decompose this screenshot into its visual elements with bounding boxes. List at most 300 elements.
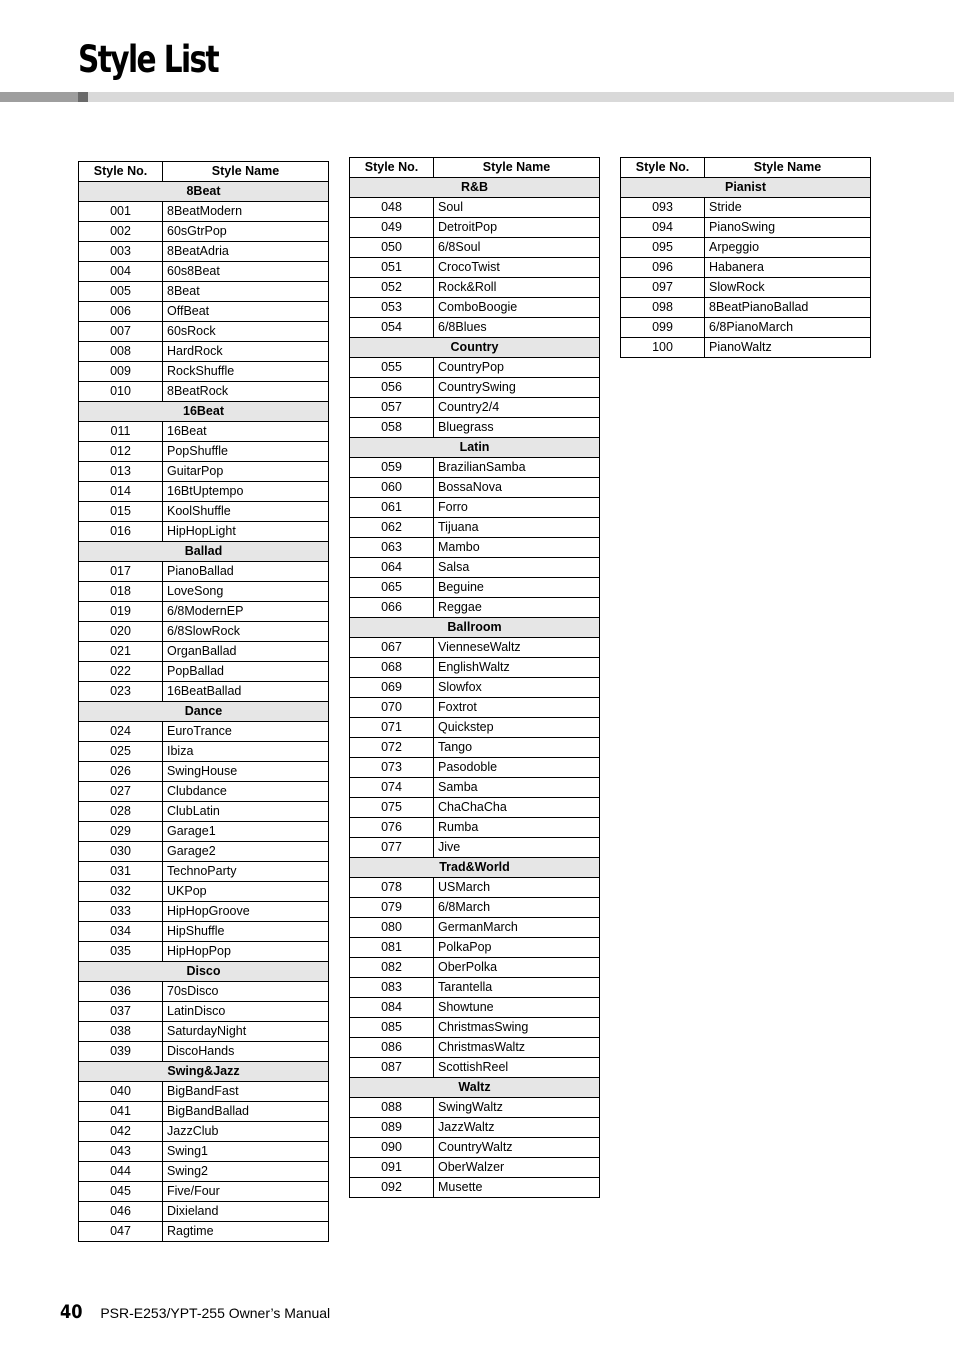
table-row (350, 1098, 600, 1118)
style-name: PopBallad (163, 662, 329, 682)
style-name: RockShuffle (163, 362, 329, 382)
style-number: 097 (621, 278, 705, 298)
header-style-no: Style No. (621, 158, 705, 178)
table-row (350, 398, 600, 418)
table-row (79, 842, 329, 862)
table-row (350, 918, 600, 938)
style-number: 071 (350, 718, 434, 738)
style-number: 067 (350, 638, 434, 658)
category-row (79, 962, 329, 982)
style-name: 16BeatBallad (163, 682, 329, 702)
category-name: 16Beat (79, 402, 329, 422)
style-number: 100 (621, 338, 705, 358)
table-row (79, 602, 329, 622)
table-row (350, 998, 600, 1018)
style-name: 60s8Beat (163, 262, 329, 282)
style-table (78, 161, 329, 1242)
style-name: PianoSwing (705, 218, 871, 238)
style-number: 094 (621, 218, 705, 238)
style-name: 6/8Blues (434, 318, 600, 338)
category-name: Dance (79, 702, 329, 722)
style-number: 021 (79, 642, 163, 662)
style-number: 023 (79, 682, 163, 702)
style-number: 079 (350, 898, 434, 918)
table-row (79, 882, 329, 902)
table-row (79, 642, 329, 662)
style-number: 064 (350, 558, 434, 578)
style-number: 013 (79, 462, 163, 482)
style-number: 062 (350, 518, 434, 538)
style-name: KoolShuffle (163, 502, 329, 522)
header-row (621, 158, 871, 178)
style-number: 007 (79, 322, 163, 342)
style-number: 089 (350, 1118, 434, 1138)
style-number: 043 (79, 1142, 163, 1162)
style-number: 031 (79, 862, 163, 882)
style-name: SaturdayNight (163, 1022, 329, 1042)
style-name: OberWalzer (434, 1158, 600, 1178)
style-name: ClubLatin (163, 802, 329, 822)
style-name: ChristmasSwing (434, 1018, 600, 1038)
style-name: OffBeat (163, 302, 329, 322)
style-name: Stride (705, 198, 871, 218)
title-rule (0, 92, 954, 102)
title-rule-block (78, 92, 88, 102)
style-number: 033 (79, 902, 163, 922)
style-number: 015 (79, 502, 163, 522)
style-table (620, 157, 871, 358)
table-row (79, 902, 329, 922)
table-row (79, 262, 329, 282)
table-row (621, 238, 871, 258)
style-number: 009 (79, 362, 163, 382)
style-name: 8BeatPianoBallad (705, 298, 871, 318)
style-name: Reggae (434, 598, 600, 618)
style-name: PianoWaltz (705, 338, 871, 358)
style-number: 046 (79, 1202, 163, 1222)
category-name: Latin (350, 438, 600, 458)
style-name: 6/8March (434, 898, 600, 918)
style-number: 001 (79, 202, 163, 222)
table-header (621, 158, 871, 178)
table-row (621, 298, 871, 318)
table-row (350, 418, 600, 438)
style-number: 083 (350, 978, 434, 998)
header-style-name: Style Name (705, 158, 871, 178)
table-header (350, 158, 600, 178)
style-number: 060 (350, 478, 434, 498)
style-number: 042 (79, 1122, 163, 1142)
style-name: 6/8SlowRock (163, 622, 329, 642)
style-number: 028 (79, 802, 163, 822)
style-number: 025 (79, 742, 163, 762)
category-row (79, 1062, 329, 1082)
header-style-name: Style Name (434, 158, 600, 178)
style-number: 040 (79, 1082, 163, 1102)
table-header (79, 162, 329, 182)
style-number: 069 (350, 678, 434, 698)
table-row (79, 442, 329, 462)
style-name: Ibiza (163, 742, 329, 762)
style-number: 006 (79, 302, 163, 322)
table-row (350, 898, 600, 918)
style-name: CountrySwing (434, 378, 600, 398)
style-name: JazzClub (163, 1122, 329, 1142)
table-row (79, 1082, 329, 1102)
table-row (79, 682, 329, 702)
table-row (350, 778, 600, 798)
table-row (350, 458, 600, 478)
header-row (79, 162, 329, 182)
style-number: 016 (79, 522, 163, 542)
style-number: 004 (79, 262, 163, 282)
table-row (621, 338, 871, 358)
category-name: Trad&World (350, 858, 600, 878)
style-name: Musette (434, 1178, 600, 1198)
title-rule-dark-segment (0, 92, 78, 102)
table-row (79, 582, 329, 602)
style-number: 008 (79, 342, 163, 362)
table-row (621, 198, 871, 218)
style-name: OberPolka (434, 958, 600, 978)
table-body (621, 178, 871, 358)
table-row (79, 1162, 329, 1182)
category-row (350, 438, 600, 458)
category-name: Waltz (350, 1078, 600, 1098)
category-row (350, 338, 600, 358)
style-number: 049 (350, 218, 434, 238)
table-row (79, 422, 329, 442)
style-name: Country2/4 (434, 398, 600, 418)
style-number: 072 (350, 738, 434, 758)
table-row (79, 342, 329, 362)
style-name: CountryPop (434, 358, 600, 378)
style-name: Swing2 (163, 1162, 329, 1182)
table-body (350, 178, 600, 1198)
style-number: 059 (350, 458, 434, 478)
table-row (79, 1142, 329, 1162)
style-name: OrganBallad (163, 642, 329, 662)
table-row (350, 598, 600, 618)
table-row (621, 318, 871, 338)
table-row (79, 1102, 329, 1122)
style-number: 039 (79, 1042, 163, 1062)
style-number: 099 (621, 318, 705, 338)
style-name: BossaNova (434, 478, 600, 498)
category-name: Disco (79, 962, 329, 982)
category-row (79, 542, 329, 562)
table-row (350, 358, 600, 378)
style-name: VienneseWaltz (434, 638, 600, 658)
category-row (350, 858, 600, 878)
table-row (79, 382, 329, 402)
manual-name: PSR-E253/YPT-255 Owner’s Manual (100, 1305, 331, 1321)
table-row (79, 922, 329, 942)
style-number: 014 (79, 482, 163, 502)
style-name: 16Beat (163, 422, 329, 442)
table-row (79, 1002, 329, 1022)
style-name: Clubdance (163, 782, 329, 802)
style-name: LoveSong (163, 582, 329, 602)
category-name: R&B (350, 178, 600, 198)
table-row (79, 322, 329, 342)
style-name: 6/8PianoMarch (705, 318, 871, 338)
style-name: 8BeatModern (163, 202, 329, 222)
style-name: Tango (434, 738, 600, 758)
style-number: 096 (621, 258, 705, 278)
style-number: 038 (79, 1022, 163, 1042)
table-row (79, 1042, 329, 1062)
style-number: 020 (79, 622, 163, 642)
style-number: 058 (350, 418, 434, 438)
table-row (350, 1038, 600, 1058)
table-row (350, 838, 600, 858)
category-name: Ballroom (350, 618, 600, 638)
style-number: 061 (350, 498, 434, 518)
style-name: Tijuana (434, 518, 600, 538)
table-row (79, 762, 329, 782)
style-name: Arpeggio (705, 238, 871, 258)
style-name: ScottishReel (434, 1058, 600, 1078)
style-number: 056 (350, 378, 434, 398)
table-row (350, 1158, 600, 1178)
page-footer (60, 1300, 330, 1325)
table-row (79, 1202, 329, 1222)
table-row (79, 562, 329, 582)
style-name: Jive (434, 838, 600, 858)
table-row (350, 218, 600, 238)
style-name: Showtune (434, 998, 600, 1018)
table-row (79, 362, 329, 382)
table-row (350, 638, 600, 658)
category-row (79, 182, 329, 202)
table-row (350, 538, 600, 558)
style-number: 012 (79, 442, 163, 462)
style-name: Beguine (434, 578, 600, 598)
style-name: Dixieland (163, 1202, 329, 1222)
style-number: 011 (79, 422, 163, 442)
style-number: 041 (79, 1102, 163, 1122)
header-row (350, 158, 600, 178)
table-row (350, 298, 600, 318)
table-row (79, 662, 329, 682)
style-number: 022 (79, 662, 163, 682)
table-row (350, 878, 600, 898)
style-name: Habanera (705, 258, 871, 278)
style-name: 6/8Soul (434, 238, 600, 258)
style-name: TechnoParty (163, 862, 329, 882)
table-row (79, 502, 329, 522)
style-name: Mambo (434, 538, 600, 558)
style-number: 051 (350, 258, 434, 278)
style-name: 8Beat (163, 282, 329, 302)
table-row (350, 1138, 600, 1158)
style-name: USMarch (434, 878, 600, 898)
table-row (350, 198, 600, 218)
table-row (79, 282, 329, 302)
style-number: 052 (350, 278, 434, 298)
table-row (350, 278, 600, 298)
style-number: 066 (350, 598, 434, 618)
table-body (79, 182, 329, 1242)
style-number: 092 (350, 1178, 434, 1198)
table-row (79, 802, 329, 822)
page-number: 40 (60, 1301, 83, 1323)
category-name: Swing&Jazz (79, 1062, 329, 1082)
table-row (350, 938, 600, 958)
category-row (79, 702, 329, 722)
style-name: BrazilianSamba (434, 458, 600, 478)
table-row (350, 798, 600, 818)
style-name: HardRock (163, 342, 329, 362)
style-name: SwingHouse (163, 762, 329, 782)
style-name: 16BtUptempo (163, 482, 329, 502)
style-number: 002 (79, 222, 163, 242)
style-number: 068 (350, 658, 434, 678)
style-table (349, 157, 600, 1198)
style-name: GuitarPop (163, 462, 329, 482)
table-row (79, 982, 329, 1002)
table-row (79, 202, 329, 222)
style-name: 8BeatRock (163, 382, 329, 402)
style-name: Forro (434, 498, 600, 518)
table-row (350, 558, 600, 578)
style-name: Rock&Roll (434, 278, 600, 298)
style-name: DetroitPop (434, 218, 600, 238)
table-row (79, 482, 329, 502)
category-row (350, 618, 600, 638)
table-row (350, 518, 600, 538)
style-number: 036 (79, 982, 163, 1002)
style-number: 027 (79, 782, 163, 802)
table-row (350, 1118, 600, 1138)
style-name: Rumba (434, 818, 600, 838)
style-name: Ragtime (163, 1222, 329, 1242)
table-row (350, 578, 600, 598)
style-number: 088 (350, 1098, 434, 1118)
table-row (350, 238, 600, 258)
style-number: 003 (79, 242, 163, 262)
table-row (79, 742, 329, 762)
style-number: 087 (350, 1058, 434, 1078)
style-name: PopShuffle (163, 442, 329, 462)
page-title: Style List (78, 38, 219, 81)
table-row (621, 258, 871, 278)
style-number: 050 (350, 238, 434, 258)
table-row (79, 782, 329, 802)
style-name: LatinDisco (163, 1002, 329, 1022)
style-name: HipHopPop (163, 942, 329, 962)
style-number: 054 (350, 318, 434, 338)
table-row (79, 222, 329, 242)
table-row (79, 722, 329, 742)
style-number: 090 (350, 1138, 434, 1158)
table-row (79, 1022, 329, 1042)
category-name: Ballad (79, 542, 329, 562)
style-number: 086 (350, 1038, 434, 1058)
style-name: Samba (434, 778, 600, 798)
table-row (350, 738, 600, 758)
style-name: EuroTrance (163, 722, 329, 742)
table-row (350, 498, 600, 518)
style-number: 026 (79, 762, 163, 782)
style-number: 019 (79, 602, 163, 622)
style-number: 078 (350, 878, 434, 898)
table-row (350, 818, 600, 838)
style-number: 035 (79, 942, 163, 962)
category-row (350, 178, 600, 198)
category-row (79, 402, 329, 422)
table-row (350, 698, 600, 718)
table-row (350, 478, 600, 498)
style-number: 098 (621, 298, 705, 318)
table-row (350, 758, 600, 778)
table-row (350, 958, 600, 978)
table-row (350, 678, 600, 698)
style-name: UKPop (163, 882, 329, 902)
style-name: 8BeatAdria (163, 242, 329, 262)
style-number: 048 (350, 198, 434, 218)
table-row (79, 622, 329, 642)
style-number: 080 (350, 918, 434, 938)
category-name: 8Beat (79, 182, 329, 202)
style-number: 017 (79, 562, 163, 582)
table-row (350, 1018, 600, 1038)
style-name: Bluegrass (434, 418, 600, 438)
style-number: 029 (79, 822, 163, 842)
style-number: 074 (350, 778, 434, 798)
category-name: Country (350, 338, 600, 358)
style-number: 024 (79, 722, 163, 742)
style-number: 076 (350, 818, 434, 838)
style-table-column-3 (620, 157, 871, 358)
table-row (350, 1058, 600, 1078)
style-number: 085 (350, 1018, 434, 1038)
style-number: 093 (621, 198, 705, 218)
style-name: BigBandFast (163, 1082, 329, 1102)
header-style-no: Style No. (350, 158, 434, 178)
style-name: HipShuffle (163, 922, 329, 942)
style-number: 077 (350, 838, 434, 858)
style-number: 082 (350, 958, 434, 978)
header-style-no: Style No. (79, 162, 163, 182)
style-name: 60sGtrPop (163, 222, 329, 242)
style-number: 018 (79, 582, 163, 602)
style-number: 032 (79, 882, 163, 902)
table-row (79, 302, 329, 322)
style-name: Garage2 (163, 842, 329, 862)
table-row (79, 822, 329, 842)
table-row (350, 1178, 600, 1198)
style-name: PianoBallad (163, 562, 329, 582)
style-number: 044 (79, 1162, 163, 1182)
style-name: HipHopGroove (163, 902, 329, 922)
style-number: 030 (79, 842, 163, 862)
table-row (79, 522, 329, 542)
style-number: 070 (350, 698, 434, 718)
table-row (621, 218, 871, 238)
style-name: 70sDisco (163, 982, 329, 1002)
style-number: 084 (350, 998, 434, 1018)
style-number: 081 (350, 938, 434, 958)
style-name: SwingWaltz (434, 1098, 600, 1118)
style-number: 047 (79, 1222, 163, 1242)
table-row (350, 258, 600, 278)
style-name: Garage1 (163, 822, 329, 842)
style-number: 095 (621, 238, 705, 258)
table-row (621, 278, 871, 298)
style-number: 055 (350, 358, 434, 378)
